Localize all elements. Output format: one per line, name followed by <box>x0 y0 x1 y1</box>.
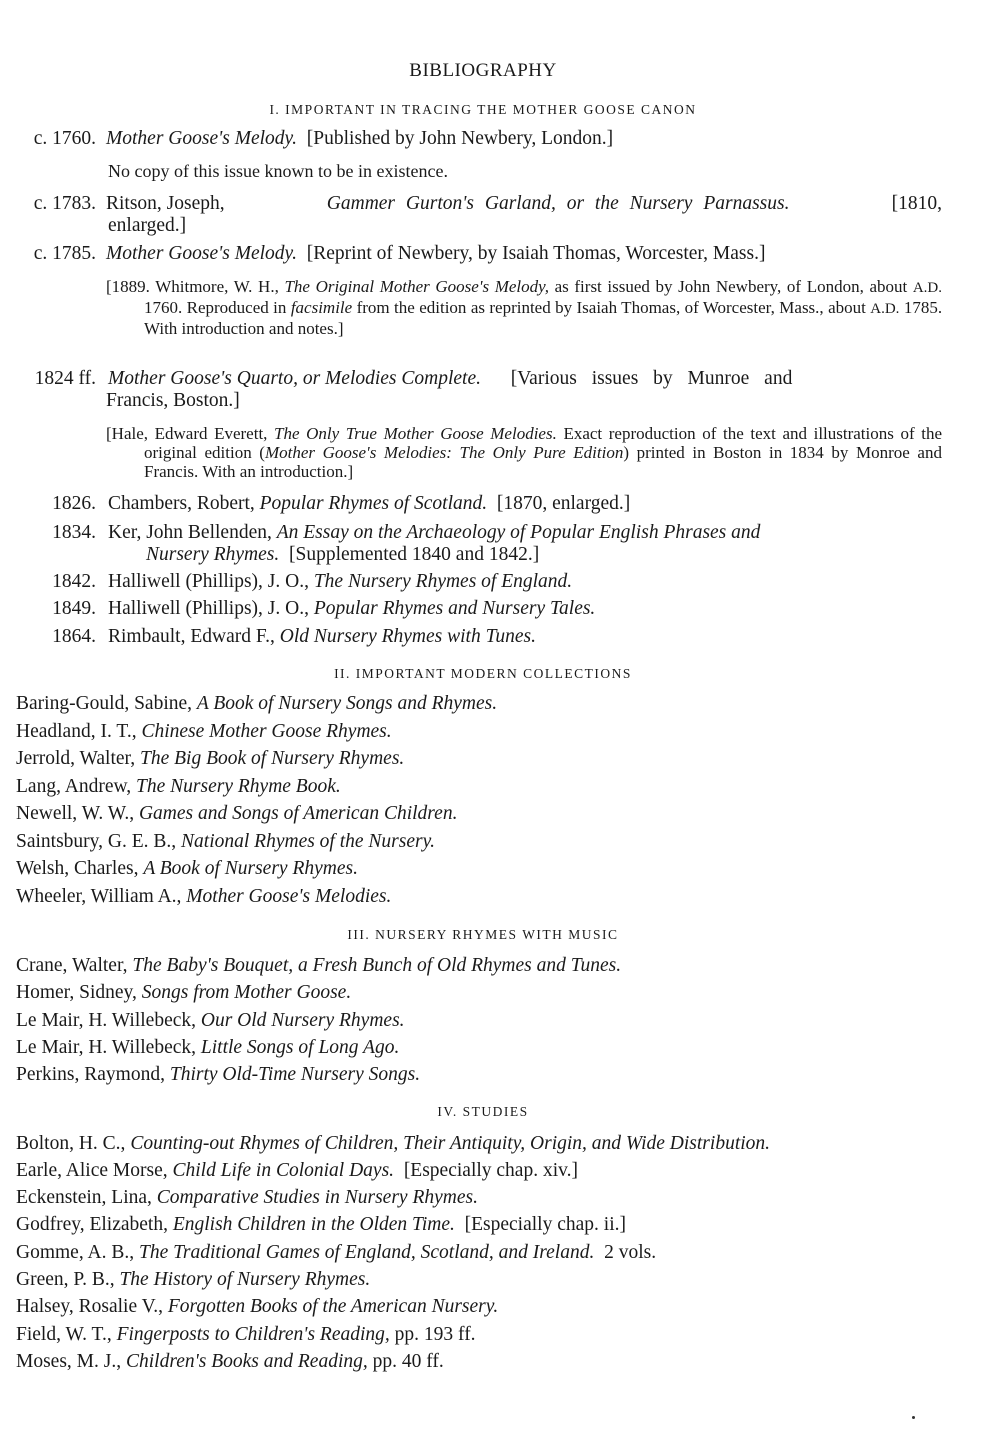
entry-note: No copy of this issue known to be in existence. <box>108 161 448 181</box>
entry-author: Ritson, Joseph, <box>106 193 225 214</box>
entry-work: Old Nursery Rhymes with Tunes. <box>279 626 536 647</box>
entry-continuation: enlarged.] <box>108 215 187 236</box>
entry-rest: [1870, enlarged.] <box>487 493 631 514</box>
entry-work: Mother Goose's Melody. <box>106 243 298 264</box>
section-heading-4: IV. STUDIES <box>437 1104 529 1119</box>
entry-work: Popular Rhymes and Nursery Tales. <box>313 598 596 619</box>
entry-work: The Nursery Rhymes of England. <box>313 571 573 592</box>
section-heading-3: III. NURSERY RHYMES WITH MUSIC <box>347 927 619 942</box>
list-item: Green, P. B., The History of Nursery Rhymes. <box>16 1269 371 1290</box>
list-item: Moses, M. J., Children's Books and Reading, pp. 40 ff. <box>16 1351 444 1372</box>
entry-author: Chambers, Robert, <box>108 493 255 514</box>
entry-author: Ker, John Bellenden, <box>108 522 272 543</box>
list-item: Baring-Gould, Sabine, A Book of Nursery Songs and Rhymes. <box>16 693 498 714</box>
list-item: Bolton, H. C., Counting-out Rhymes of Children, Their Antiquity, Origin, and Wide Distribution. <box>16 1133 771 1154</box>
entry-work: Mother Goose's Melody. <box>106 128 298 149</box>
list-item: Eckenstein, Lina, Comparative Studies in Nursery Rhymes. <box>16 1187 478 1208</box>
entry-rest: [Various issues by Munroe and <box>481 368 793 389</box>
list-item: Welsh, Charles, A Book of Nursery Rhymes. <box>16 858 358 879</box>
section-heading-2: II. IMPORTANT MODERN COLLECTIONS <box>334 666 632 681</box>
list-item: Gomme, A. B., The Traditional Games of England, Scotland, and Ireland. 2 vols. <box>16 1242 657 1263</box>
list-item: Homer, Sidney, Songs from Mother Goose. <box>16 982 352 1003</box>
entry-year: 1849. <box>52 598 96 619</box>
list-item: Godfrey, Elizabeth, English Children in the Olden Time. [Especially chap. ii.] <box>16 1214 626 1235</box>
entry-year: 1826. <box>52 493 96 514</box>
entry-year: c. 1783. <box>33 193 96 214</box>
entry-year: 1842. <box>52 571 96 592</box>
list-item: Wheeler, William A., Mother Goose's Melodies. <box>16 886 392 907</box>
entry-work: Mother Goose's Quarto, or Melodies Complete. <box>108 368 482 389</box>
section-heading-1: I. IMPORTANT IN TRACING THE MOTHER GOOSE CANON <box>269 102 697 117</box>
print-speck <box>912 1416 915 1419</box>
list-item: Saintsbury, G. E. B., National Rhymes of the Nursery. <box>16 831 436 852</box>
entry-work: Gammer Gurton's Garland, or the Nursery Parnassus. <box>326 193 790 214</box>
entry-author: Halliwell (Phillips), J. O., <box>108 598 309 619</box>
list-item: Le Mair, H. Willebeck, Little Songs of Long Ago. <box>16 1037 400 1058</box>
entry-author: Rimbault, Edward F., <box>108 626 275 647</box>
entry-continuation: Francis, Boston.] <box>106 390 240 411</box>
entry-work: An Essay on the Archaeology of Popular English Phrases and <box>276 522 761 543</box>
entry-rest: [Published by John Newbery, London.] <box>297 128 614 149</box>
entry-rest: [Supplemented 1840 and 1842.] <box>279 544 540 565</box>
list-item: Lang, Andrew, The Nursery Rhyme Book. <box>16 776 341 797</box>
list-item: Headland, I. T., Chinese Mother Goose Rhymes. <box>16 721 392 742</box>
entry-note-hale: [Hale, Edward Everett, The Only True Mother Goose Melodies. Exact reproduction of the text and illustrations of the original edition (Mother Goose's Melodies: The Only Pure Edition) printed in Boston in 1834 by Monroe and Francis. With an introduction.] <box>106 424 943 481</box>
entry-year: 1824 ff. <box>34 368 96 389</box>
list-item: Newell, W. W., Games and Songs of American Children. <box>16 803 458 824</box>
entry-year: c. 1760. <box>33 128 96 149</box>
entry-work-continued: Nursery Rhymes. <box>146 544 280 565</box>
entry-note-1889: [1889. Whitmore, W. H., The Original Mother Goose's Melody, as first issued by John Newbery, of London, about A.D. 1760. Reproduced in facsimile from the edition as reprinted by Isaiah Thomas, of Worcester, Mass., about A.D. 1785. With introduction and notes.] <box>106 277 943 338</box>
entry-rest: [1810, <box>891 193 942 214</box>
list-item: Perkins, Raymond, Thirty Old-Time Nursery Songs. <box>16 1064 421 1085</box>
entry-year: c. 1785. <box>33 243 96 264</box>
entry-rest: [Reprint of Newbery, by Isaiah Thomas, Worcester, Mass.] <box>297 243 766 264</box>
entry-year: 1834. <box>52 522 96 543</box>
list-item: Field, W. T., Fingerposts to Children's Reading, pp. 193 ff. <box>16 1324 476 1345</box>
list-item: Earle, Alice Morse, Child Life in Colonial Days. [Especially chap. xiv.] <box>16 1160 578 1181</box>
list-item: Jerrold, Walter, The Big Book of Nursery Rhymes. <box>16 748 405 769</box>
page-title: BIBLIOGRAPHY <box>409 60 557 81</box>
list-item: Le Mair, H. Willebeck, Our Old Nursery Rhymes. <box>16 1010 405 1031</box>
list-item: Crane, Walter, The Baby's Bouquet, a Fresh Bunch of Old Rhymes and Tunes. <box>16 955 622 976</box>
entry-author: Halliwell (Phillips), J. O., <box>108 571 309 592</box>
entry-work: Popular Rhymes of Scotland. <box>259 493 488 514</box>
entry-year: 1864. <box>52 626 96 647</box>
list-item: Halsey, Rosalie V., Forgotten Books of the American Nursery. <box>16 1296 499 1317</box>
